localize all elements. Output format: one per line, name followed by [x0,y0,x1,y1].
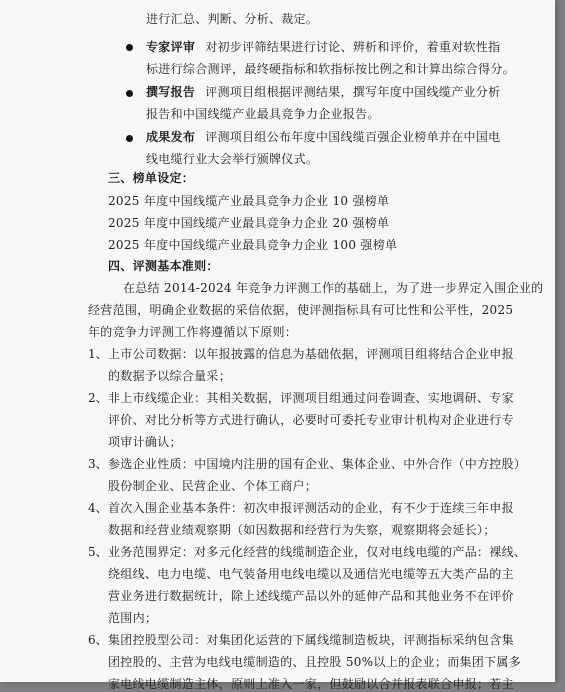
bullet-term: 专家评审 [146,40,196,54]
bullet-text-line: 线电缆行业大会举行颁牌仪式。 [146,152,319,166]
item-number: 6、 [88,633,108,647]
bullet-text: 评测项目组公布年度中国线缆百强企业榜单并在中国电 [205,130,501,144]
bullet-text-line: 报告和中国线缆产业最具竞争力企业报告。 [146,107,380,121]
item-text-line: 范围内； [108,611,158,625]
bullet-text: 对初步评筛结果进行讨论、辨析和评价，着重对软性指 [205,40,501,54]
bullet-text: 评测项目组根据评测结果，撰写年度中国线缆产业分析 [205,85,501,99]
bullet-item-report [146,84,500,100]
item-text-line: 营业务进行数据统计，除上述线缆产品以外的延伸产品和其他业务不在评价 [108,589,514,603]
item-number: 3、 [88,457,108,471]
item-text-line: 的数据予以综合量采； [108,369,232,383]
bullet-item-publish [146,129,500,145]
bullet-term: 撰写报告 [146,85,196,99]
item-text-line: 股份制企业、民营企业、个体工商户； [108,479,318,493]
intro-line: 年的竞争力评测工作将遵循以下原则： [88,325,298,339]
item-number: 5、 [88,545,108,559]
item-number: 1、 [88,347,108,361]
item-text-line: 项审计确认； [108,435,182,449]
item-text-line: 团控股的、主营为电线电缆制造的、且控股 50%以上的企业；而集团下属多 [108,655,521,669]
ranking-list-item: 2025 年度中国线缆产业最具竞争力企业 100 强榜单 [108,238,398,252]
bullet-item-expert-review [146,39,500,55]
bullet-dot-icon [126,44,133,51]
ranking-list-item: 2025 年度中国线缆产业最具竞争力企业 10 强榜单 [108,194,390,208]
item-text-line: 业务范围界定：对多元化经营的线缆制造企业，仅对电线电缆的产品：裸线、 [108,545,527,559]
item-text-line: 上市公司数据：以年报披露的信息为基础依据，评测项目组将结合企业申报 [108,347,514,361]
ranking-list-item: 2025 年度中国线缆产业最具竞争力企业 20 强榜单 [108,216,390,230]
bullet-term: 成果发布 [146,130,196,144]
bullet-text-line: 标进行综合测评，最终硬指标和软指标按比例之和计算出综合得分。 [146,62,516,76]
item-text-line: 数据和经营业绩观察期（如因数据和经营行为失察，观察期将会延长）； [108,523,496,537]
section-heading-rankings: 三、榜单设定： [108,171,195,185]
bullet-dot-icon [126,135,133,142]
item-text-line: 参选企业性质：中国境内注册的国有企业、集体企业、中外合作（中方控股） [108,457,527,471]
item-number: 2、 [88,391,108,405]
bullet-continuation: 进行汇总、判断、分析、裁定。 [146,12,319,26]
item-text-line: 集团控股型公司：对集团化运营的下属线缆制造板块，评测指标采纳包含集 [108,633,514,647]
bullet-dot-icon [126,90,133,97]
intro-line: 经营范围，明确企业数据的采信依据，使评测指标具有可比性和公平性，2025 [88,303,514,317]
intro-line: 在总结 2014-2024 年竞争力评测工作的基础上，为了进一步界定入围企业的 [123,281,544,295]
item-text-line: 家电线电缆制造主体，原则上准入一家，但鼓励以合并报表联合申报；若主 [108,677,514,691]
item-text-line: 绕组线、电力电缆、电气装备用电线电缆以及通信光电缆等五大类产品的主 [108,567,514,581]
item-text-line: 非上市线缆企业：其相关数据，评测项目组通过问卷调查、实地调研、专家 [108,391,514,405]
item-number: 4、 [88,501,108,515]
section-heading-principles: 四、评测基本准则： [108,259,219,273]
item-text-line: 评价、对比分析等方式进行确认，必要时可委托专业审计机构对企业进行专 [108,413,514,427]
item-text-line: 首次入围企业基本条件：初次申报评测活动的企业，有不少于连续三年申报 [108,501,514,515]
